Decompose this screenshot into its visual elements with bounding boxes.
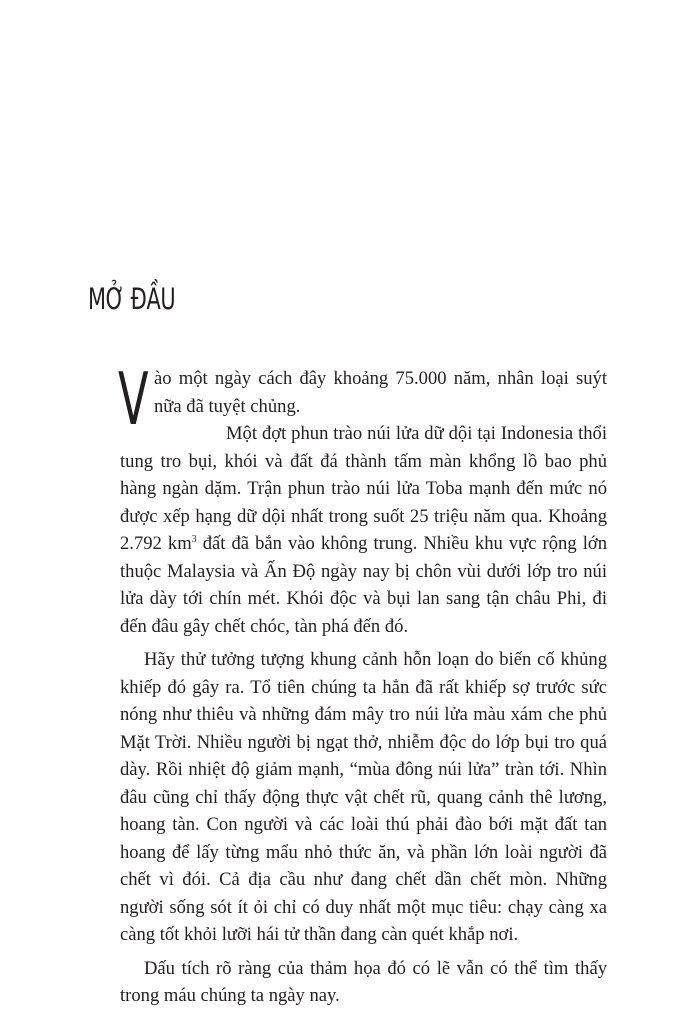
paragraph-1-text: ào một ngày cách đây khoảng 75.000 năm, nhân loại suýt nữa đã tuyệt chủng. xyxy=(154,368,607,417)
chapter-body xyxy=(118,357,607,1016)
paragraph-1 xyxy=(118,357,607,441)
drop-cap: V xyxy=(118,357,149,441)
paragraph-4-text: Dấu tích rõ ràng của thảm họa đó có lẽ vẫn có thể tìm thấy trong máu chúng ta ngày nay. xyxy=(120,957,607,1006)
paragraph-3 xyxy=(120,646,607,949)
paragraph-2-text-before: Một đợt phun trào núi lửa dữ dội tại Indonesia thổi tung tro bụi, khói và đất đá thành tấm màn khổng lồ bao phủ hàng ngàn dặm. Trận phun trào núi lửa Toba mạnh đến mức nó được xếp hạng dữ dội nhất trong suốt 25 triệu năm qua. Khoảng 2.792 km xyxy=(120,423,607,554)
paragraph-2-text-after: đất đã bắn vào không trung. Nhiều khu vực rộng lớn thuộc Malaysia và Ấn Độ ngày nay bị chôn vùi dưới lớp tro núi lửa dày tới chín mét. Khói độc và bụi lan sang tận châu Phi, đi đến đâu gây chết chóc, tàn phá đến đó. xyxy=(120,533,607,637)
paragraph-4 xyxy=(120,955,607,1010)
chapter-title: MỞ ĐẦU xyxy=(88,282,176,316)
paragraph-3-text: Hãy thử tưởng tượng khung cảnh hỗn loạn do biến cố khủng khiếp đó gây ra. Tổ tiên chúng ta hẳn đã rất khiếp sợ trước sức nóng như thiêu và những đám mây tro núi lửa màu xám che phủ Mặt Trời. Nhiều người bị ngạt thở, nhiễm độc do lớp bụi tro quá dày. Rồi nhiệt độ giảm mạnh, “mùa đông núi lửa” tràn tới. Nhìn đâu cũng chỉ thấy động thực vật chết rũ, quang cảnh thê lương, hoang tàn. Con người và các loài thú phải đào bới mặt đất tan hoang để lấy từng mẩu nhỏ thức ăn, và phần lớn loài người đã chết vì đói. Cả địa cầu như đang chết dần chết mòn. Những người sống sót ít ỏi chỉ có duy nhất một mục tiêu: chạy càng xa càng tốt khỏi lưỡi hái tử thần đang càn quét khắp nơi. xyxy=(120,649,607,945)
paragraph-2 xyxy=(120,420,607,640)
superscript-cubed: 3 xyxy=(191,534,197,545)
